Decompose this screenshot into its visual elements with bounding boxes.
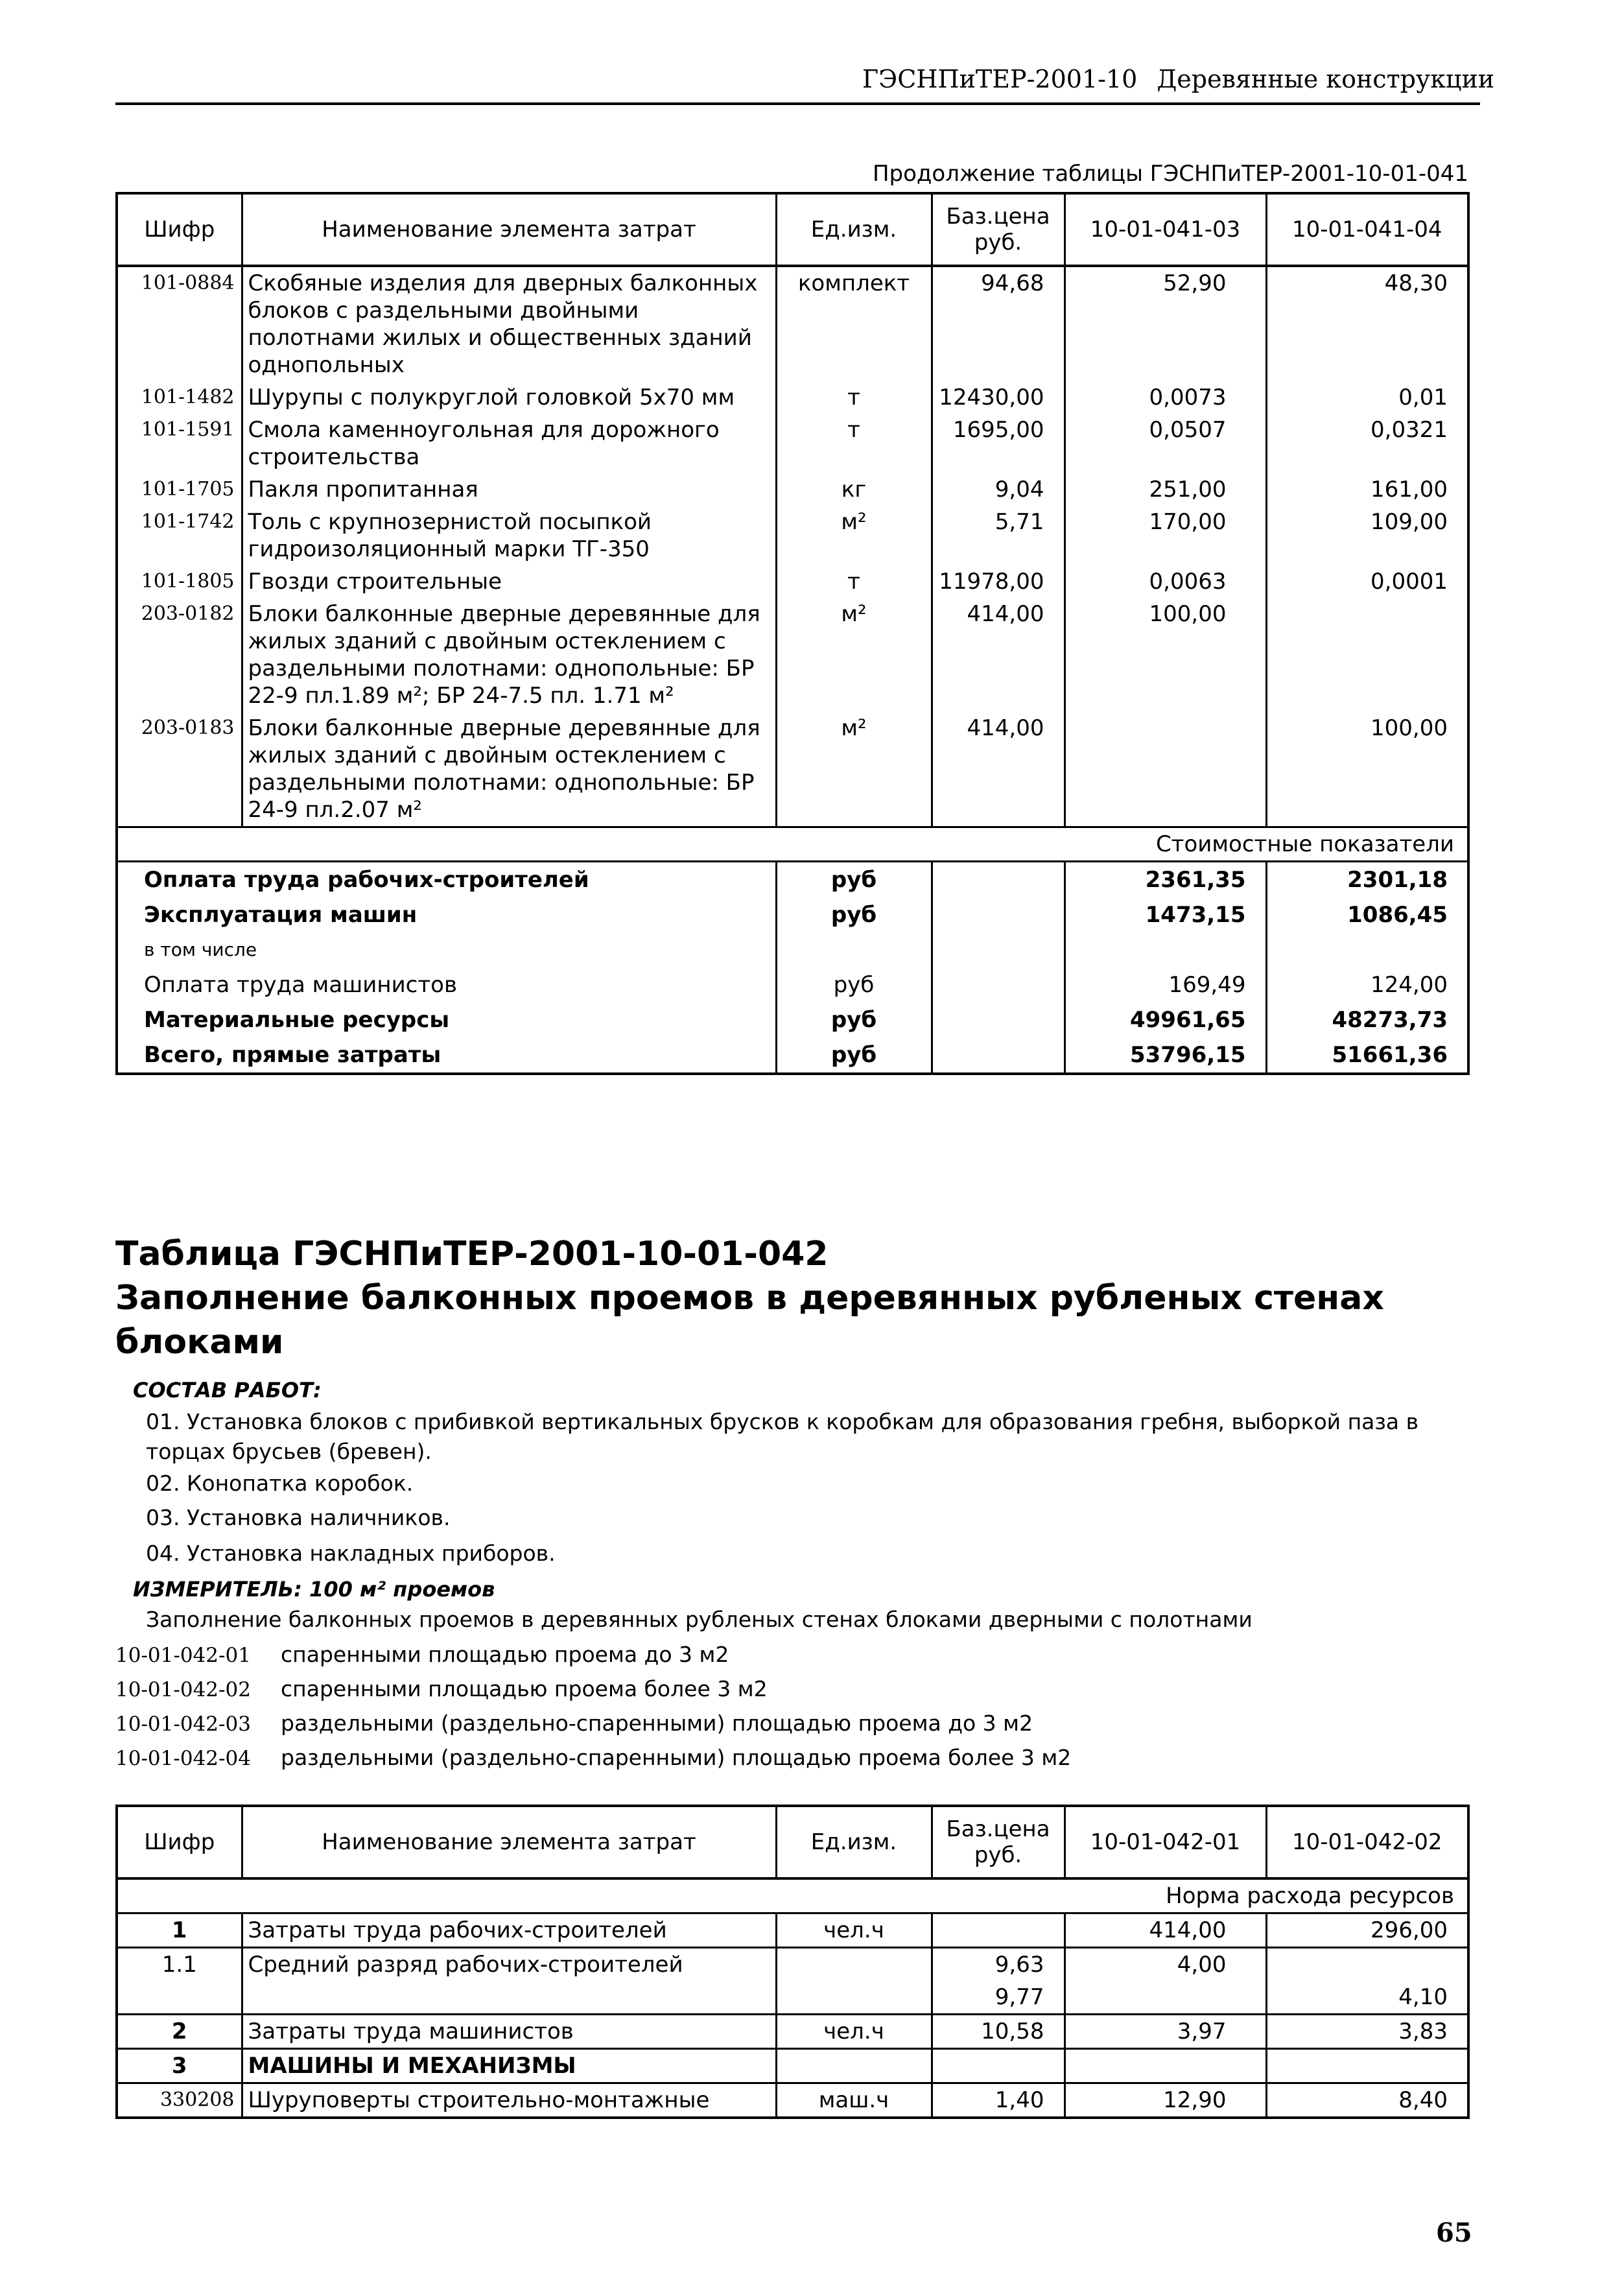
summary-variant-1: 169,49: [1065, 967, 1266, 1002]
cell-variant-2: 0,0321: [1266, 414, 1468, 473]
table-row: [117, 414, 1468, 473]
variant-item: [115, 1745, 1071, 1770]
cost-heading-row: [117, 827, 1468, 862]
summary-price: [932, 1002, 1065, 1037]
cell-price: 414,00: [932, 712, 1065, 827]
summary-unit: руб: [776, 1037, 932, 1074]
works-label: СОСТАВ РАБОТ:: [133, 1378, 322, 1403]
col-variant-1: 10-01-042-01: [1065, 1806, 1266, 1878]
cell-name: Шурупы с полукруглой головкой 5х70 мм: [242, 381, 776, 414]
cell-unit: м²: [776, 712, 932, 827]
summary-price: [932, 932, 1065, 967]
col-unit: Ед.изм.: [776, 193, 932, 266]
summary-variant-2: 1086,45: [1266, 897, 1468, 932]
summary-price: [932, 1037, 1065, 1074]
summary-variant-1: [1065, 932, 1266, 967]
cell-variant-2: 4,10: [1266, 1981, 1468, 2015]
summary-label: Оплата труда рабочих-строителей: [117, 862, 776, 898]
work-item: 01. Установка блоков с прибивкой вертикальных брусков к коробкам для образования гребня, выборкой паза в торцах брусьев (бревен).: [146, 1409, 1419, 1464]
work-item: 02. Конопатка коробок.: [146, 1471, 414, 1496]
cell-price: 5,71: [932, 506, 1065, 565]
section-title: [115, 1232, 1384, 1364]
summary-row: [117, 967, 1468, 1002]
summary-variant-1: 1473,15: [1065, 897, 1266, 932]
cell-variant-2: 161,00: [1266, 473, 1468, 506]
cell-unit: комплект: [776, 266, 932, 381]
table-continuation-caption: Продолжение таблицы ГЭСНПиТЕР-2001-10-01-041: [872, 161, 1468, 187]
summary-variant-1: 49961,65: [1065, 1002, 1266, 1037]
col-price: Баз.цена руб.: [932, 193, 1065, 266]
cell-unit: маш.ч: [776, 2083, 932, 2118]
table-row: [117, 473, 1468, 506]
cell-price: 11978,00: [932, 565, 1065, 598]
cell-name: Смола каменноугольная для дорожного строительства: [242, 414, 776, 473]
summary-variant-1: 2361,35: [1065, 862, 1266, 898]
cell-variant-1: 0,0507: [1065, 414, 1266, 473]
cell-name: [242, 1981, 776, 2015]
table-row: [117, 506, 1468, 565]
variant-code: 10-01-042-01: [115, 1644, 251, 1667]
cell-name: Затраты труда машинистов: [242, 2015, 776, 2049]
summary-variant-2: 2301,18: [1266, 862, 1468, 898]
variant-item: [115, 1676, 768, 1701]
cell-variant-1: [1065, 712, 1266, 827]
cell-variant-2: 100,00: [1266, 712, 1468, 827]
cell-unit: т: [776, 565, 932, 598]
cell-unit: [776, 1981, 932, 2015]
cell-price: 1,40: [932, 2083, 1065, 2118]
table-row: [117, 2015, 1468, 2049]
cell-variant-2: 0,01: [1266, 381, 1468, 414]
table-row: [117, 598, 1468, 712]
cell-variant-1: 4,00: [1065, 1948, 1266, 1982]
table-row: [117, 266, 1468, 381]
cell-unit: [776, 1948, 932, 1982]
cell-name: Блоки балконные дверные деревянные для жилых зданий с двойным остеклением с раздельными полотнами: однопольные: БР 24-9 пл.2.07 м²: [242, 712, 776, 827]
cell-price: 94,68: [932, 266, 1065, 381]
cell-variant-2: [1266, 1948, 1468, 1982]
cell-name: МАШИНЫ И МЕХАНИЗМЫ: [242, 2049, 776, 2083]
header-title: Деревянные конструкции: [1157, 65, 1495, 93]
resource-table-041: [115, 192, 1470, 1075]
summary-label: Оплата труда машинистов: [117, 967, 776, 1002]
cell-code: 1: [117, 1913, 242, 1948]
cell-variant-2: 48,30: [1266, 266, 1468, 381]
summary-price: [932, 967, 1065, 1002]
col-name: Наименование элемента затрат: [242, 1806, 776, 1878]
summary-row: [117, 897, 1468, 932]
summary-unit: руб: [776, 862, 932, 898]
cell-code: 101-1805: [117, 565, 242, 598]
header-code: ГЭСНПиТЕР-2001-10: [862, 65, 1138, 93]
meter-label: ИЗМЕРИТЕЛЬ:: [133, 1577, 302, 1602]
summary-label: Материальные ресурсы: [117, 1002, 776, 1037]
cell-price: [932, 2049, 1065, 2083]
variant-code: 10-01-042-03: [115, 1712, 251, 1736]
cell-code: 101-1482: [117, 381, 242, 414]
summary-price: [932, 862, 1065, 898]
summary-variant-1: 53796,15: [1065, 1037, 1266, 1074]
variant-text: спаренными площадью проема до 3 м2: [281, 1642, 729, 1667]
variant-item: [115, 1642, 729, 1667]
cell-name: Блоки балконные дверные деревянные для жилых зданий с двойным остеклением с раздельными полотнами: однопольные: БР 22-9 пл.1.89 м²; БР 24-7.5 пл. 1.71 м²: [242, 598, 776, 712]
cell-variant-1: 100,00: [1065, 598, 1266, 712]
summary-row: [117, 1002, 1468, 1037]
summary-unit: [776, 932, 932, 967]
description: Заполнение балконных проемов в деревянных рубленых стенах блоками дверными с полотнами: [146, 1607, 1253, 1632]
cell-name: Гвозди строительные: [242, 565, 776, 598]
col-code: Шифр: [117, 1806, 242, 1878]
cell-variant-2: 3,83: [1266, 2015, 1468, 2049]
table-title-line: блоками: [115, 1323, 284, 1362]
cell-code: 101-1742: [117, 506, 242, 565]
table-number: Таблица ГЭСНПиТЕР-2001-10-01-042: [115, 1235, 829, 1273]
table-title-line: Заполнение балконных проемов в деревянных рубленых стенах: [115, 1279, 1384, 1318]
cell-price: 9,63: [932, 1948, 1065, 1982]
cell-variant-1: 52,90: [1065, 266, 1266, 381]
col-unit: Ед.изм.: [776, 1806, 932, 1878]
cell-unit: кг: [776, 473, 932, 506]
cell-code: 2: [117, 2015, 242, 2049]
cell-code: 203-0182: [117, 598, 242, 712]
cell-variant-2: [1266, 598, 1468, 712]
summary-row: [117, 1037, 1468, 1074]
cell-price: 9,04: [932, 473, 1065, 506]
cell-variant-1: 3,97: [1065, 2015, 1266, 2049]
cell-name: Затраты труда рабочих-строителей: [242, 1913, 776, 1948]
cell-unit: т: [776, 381, 932, 414]
cell-variant-1: 0,0073: [1065, 381, 1266, 414]
summary-unit: руб: [776, 967, 932, 1002]
col-variant-2: 10-01-042-02: [1266, 1806, 1468, 1878]
table-row: [117, 2049, 1468, 2083]
summary-variant-2: 48273,73: [1266, 1002, 1468, 1037]
cell-price: 414,00: [932, 598, 1065, 712]
col-variant-1: 10-01-041-03: [1065, 193, 1266, 266]
cell-name: Скобяные изделия для дверных балконных блоков с раздельными двойными полотнами жилых и общественных зданий однопольных: [242, 266, 776, 381]
work-item: 04. Установка накладных приборов.: [146, 1541, 556, 1566]
cell-price: 9,77: [932, 1981, 1065, 2015]
cell-price: [932, 1913, 1065, 1948]
cell-unit: чел.ч: [776, 2015, 932, 2049]
cell-unit: т: [776, 414, 932, 473]
summary-label: Эксплуатация машин: [117, 897, 776, 932]
table-row: [117, 1981, 1468, 2015]
summary-variant-2: 51661,36: [1266, 1037, 1468, 1074]
col-code: Шифр: [117, 193, 242, 266]
cell-name: Толь с крупнозернистой посыпкой гидроизоляционный марки ТГ-350: [242, 506, 776, 565]
norm-heading: Норма расхода ресурсов: [117, 1878, 1468, 1913]
cell-variant-2: 8,40: [1266, 2083, 1468, 2118]
norm-heading-row: [117, 1878, 1468, 1913]
meter: [133, 1577, 495, 1602]
cell-code: 203-0183: [117, 712, 242, 827]
cell-variant-1: 251,00: [1065, 473, 1266, 506]
cell-name: Пакля пропитанная: [242, 473, 776, 506]
cell-variant-1: 12,90: [1065, 2083, 1266, 2118]
header-rule: [115, 102, 1480, 105]
table-row: [117, 1913, 1468, 1948]
cell-price: 10,58: [932, 2015, 1065, 2049]
cell-variant-1: 170,00: [1065, 506, 1266, 565]
cell-code: 101-0884: [117, 266, 242, 381]
cell-variant-1: 0,0063: [1065, 565, 1266, 598]
cell-price: 1695,00: [932, 414, 1065, 473]
cell-unit: м²: [776, 506, 932, 565]
cell-code: 101-1705: [117, 473, 242, 506]
cell-variant-1: 414,00: [1065, 1913, 1266, 1948]
summary-label: в том числе: [117, 932, 776, 967]
summary-variant-2: 124,00: [1266, 967, 1468, 1002]
summary-label: Всего, прямые затраты: [117, 1037, 776, 1074]
summary-unit: руб: [776, 1002, 932, 1037]
summary-price: [932, 897, 1065, 932]
running-header: [862, 65, 1494, 93]
cell-code: 3: [117, 2049, 242, 2083]
table-row: [117, 381, 1468, 414]
cell-code: 330208: [117, 2083, 242, 2118]
col-price: Баз.цена руб.: [932, 1806, 1065, 1878]
summary-row: [117, 932, 1468, 967]
cell-variant-2: 296,00: [1266, 1913, 1468, 1948]
cell-variant-1: [1065, 1981, 1266, 2015]
cell-code: [117, 1981, 242, 2015]
table-row: [117, 565, 1468, 598]
variant-item: [115, 1711, 1033, 1736]
cell-variant-1: [1065, 2049, 1266, 2083]
cell-unit: [776, 2049, 932, 2083]
cell-code: 1.1: [117, 1948, 242, 1982]
table-row: [117, 712, 1468, 827]
variant-text: раздельными (раздельно-спаренными) площадью проема до 3 м2: [281, 1711, 1033, 1736]
cell-variant-2: [1266, 2049, 1468, 2083]
work-item: 03. Установка наличников.: [146, 1505, 451, 1530]
cell-name: Средний разряд рабочих-строителей: [242, 1948, 776, 1982]
summary-variant-2: [1266, 932, 1468, 967]
meter-value: 100 м² проемов: [309, 1577, 495, 1602]
variant-code: 10-01-042-02: [115, 1678, 251, 1701]
variant-text: спаренными площадью проема более 3 м2: [281, 1676, 768, 1701]
col-name: Наименование элемента затрат: [242, 193, 776, 266]
cost-heading: Стоимостные показатели: [117, 827, 1468, 862]
cell-name: Шуруповерты строительно-монтажные: [242, 2083, 776, 2118]
table-row: [117, 2083, 1468, 2118]
cell-code: 101-1591: [117, 414, 242, 473]
summary-unit: руб: [776, 897, 932, 932]
page-number: 65: [1436, 2218, 1472, 2248]
cell-variant-2: 109,00: [1266, 506, 1468, 565]
cell-unit: чел.ч: [776, 1913, 932, 1948]
table-row: [117, 1948, 1468, 1982]
cell-variant-2: 0,0001: [1266, 565, 1468, 598]
cell-unit: м²: [776, 598, 932, 712]
col-variant-2: 10-01-041-04: [1266, 193, 1468, 266]
resource-table-042: [115, 1805, 1470, 2119]
summary-row: [117, 862, 1468, 898]
cell-price: 12430,00: [932, 381, 1065, 414]
variant-code: 10-01-042-04: [115, 1747, 251, 1770]
variant-text: раздельными (раздельно-спаренными) площадью проема более 3 м2: [281, 1745, 1072, 1770]
